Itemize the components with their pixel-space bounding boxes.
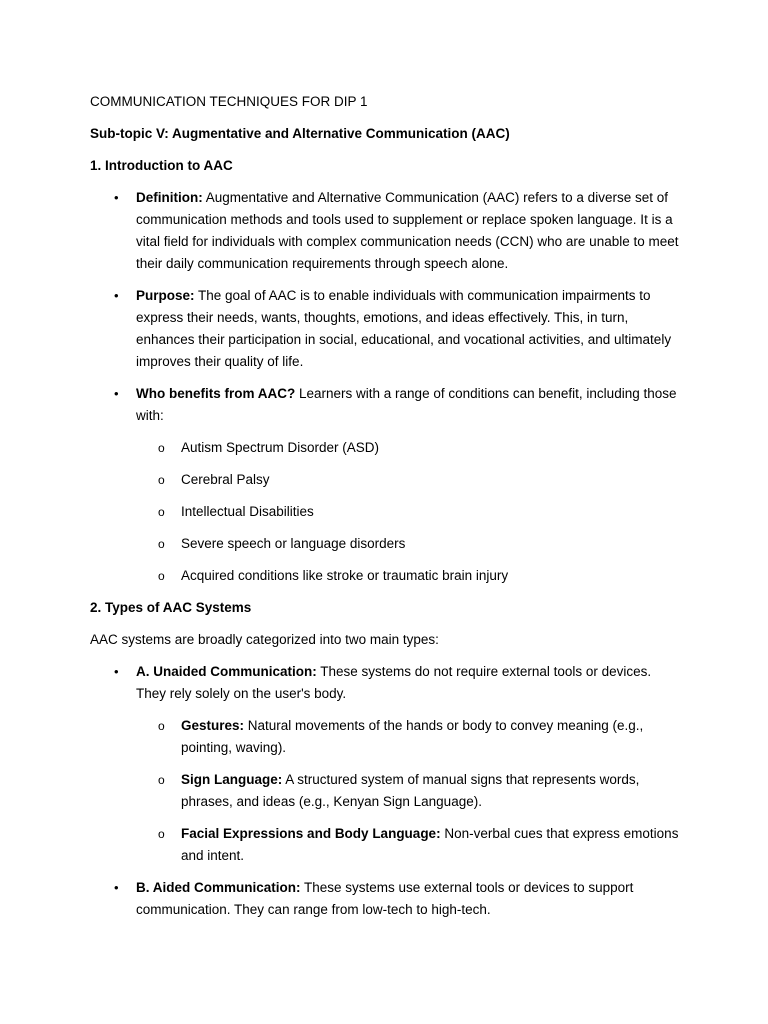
sign-language-term: Sign Language: <box>181 772 283 787</box>
list-item <box>136 533 680 555</box>
bullet-icon: • <box>114 190 119 205</box>
purpose-term: Purpose: <box>136 288 195 303</box>
list-item <box>136 769 680 813</box>
conditions-list <box>136 437 680 587</box>
subtopic-heading: Sub-topic V: Augmentative and Alternative Communication (AAC) <box>90 126 510 141</box>
definition-term: Definition: <box>136 190 203 205</box>
condition-text: Cerebral Palsy <box>181 472 270 487</box>
circle-bullet-icon: o <box>158 719 165 733</box>
benefits-term: Who benefits from AAC? <box>136 386 296 401</box>
circle-bullet-icon: o <box>158 505 165 519</box>
unaided-term: A. Unaided Communication: <box>136 664 317 679</box>
list-item <box>136 715 680 759</box>
bullet-icon: • <box>114 288 119 303</box>
bullet-definition <box>90 187 680 275</box>
circle-bullet-icon: o <box>158 441 165 455</box>
condition-text: Acquired conditions like stroke or traumatic brain injury <box>181 568 509 583</box>
facial-expressions-text: Non-verbal cues that express emotions and intent. <box>181 826 679 863</box>
bullet-purpose <box>90 285 680 373</box>
definition-text: Augmentative and Alternative Communication (AAC) refers to a diverse set of communication methods and tools used to supplement or replace spoken language. It is a vital field for individuals with complex communication needs (CCN) who are unable to meet their daily communication requirements through speech alone. <box>136 190 679 271</box>
facial-expressions-term: Facial Expressions and Body Language: <box>181 826 441 841</box>
condition-text: Intellectual Disabilities <box>181 504 314 519</box>
bullet-icon: • <box>114 664 119 679</box>
section-heading-intro: 1. Introduction to AAC <box>90 158 233 173</box>
bullet-icon: • <box>114 880 119 895</box>
list-item <box>136 469 680 491</box>
purpose-text: The goal of AAC is to enable individuals with communication impairments to express their needs, wants, thoughts, emotions, and ideas effectively. This, in turn, enhances their participation in social, educational, and vocational activities, and ultimately improves their quality of life. <box>136 288 672 369</box>
list-item <box>136 501 680 523</box>
types-bullet-list <box>90 661 768 921</box>
circle-bullet-icon: o <box>158 773 165 787</box>
aided-text: These systems use external tools or devices to support communication. They can range from low-tech to high-tech. <box>136 880 634 917</box>
circle-bullet-icon: o <box>158 827 165 841</box>
bullet-unaided <box>90 661 680 867</box>
document-title: COMMUNICATION TECHNIQUES FOR DIP 1 <box>90 94 368 109</box>
circle-bullet-icon: o <box>158 537 165 551</box>
bullet-aided <box>90 877 680 921</box>
types-intro-text: AAC systems are broadly categorized into two main types: <box>90 632 439 647</box>
condition-text: Severe speech or language disorders <box>181 536 406 551</box>
gestures-term: Gestures: <box>181 718 245 733</box>
sign-language-text: A structured system of manual signs that represents words, phrases, and ideas (e.g., Kenyan Sign Language). <box>181 772 640 809</box>
condition-text: Autism Spectrum Disorder (ASD) <box>181 440 380 455</box>
aided-term: B. Aided Communication: <box>136 880 301 895</box>
list-item <box>136 823 680 867</box>
bullet-icon: • <box>114 386 119 401</box>
gestures-text: Natural movements of the hands or body to convey meaning (e.g., pointing, waving). <box>181 718 644 755</box>
bullet-benefits <box>90 383 680 587</box>
circle-bullet-icon: o <box>158 473 165 487</box>
intro-bullet-list <box>90 187 768 587</box>
benefits-text: Learners with a range of conditions can benefit, including those with: <box>136 386 677 423</box>
unaided-text: These systems do not require external tools or devices. They rely solely on the user's body. <box>136 664 652 701</box>
unaided-list <box>136 715 680 867</box>
list-item <box>136 437 680 459</box>
section-heading-types: 2. Types of AAC Systems <box>90 600 252 615</box>
list-item <box>136 565 680 587</box>
circle-bullet-icon: o <box>158 569 165 583</box>
